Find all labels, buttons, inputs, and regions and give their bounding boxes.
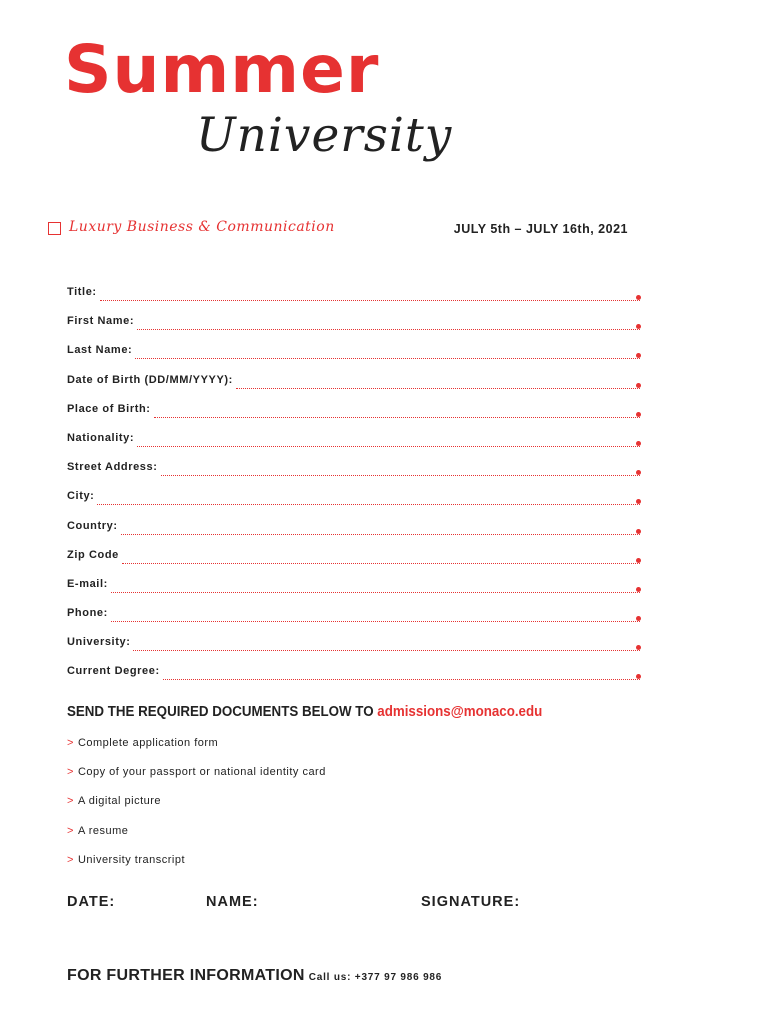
field-end-dot	[636, 499, 641, 504]
form-field-label: City:	[67, 490, 95, 503]
form-field-label: Title:	[67, 286, 97, 298]
list-marker: >	[67, 795, 74, 808]
field-end-dot	[636, 587, 641, 592]
program-name: Luxury Business & Communication	[69, 219, 335, 235]
required-document-text: A resume	[77, 824, 129, 837]
required-document-item	[67, 854, 326, 883]
form-field-row	[67, 338, 640, 367]
documents-heading-text: SEND THE REQUIRED DOCUMENTS BELOW TO	[67, 704, 374, 720]
form-field-input[interactable]	[121, 520, 640, 535]
list-marker: >	[67, 824, 74, 837]
form-field-row	[67, 368, 640, 397]
form-field-label: Nationality:	[67, 431, 135, 444]
form-field-row	[67, 309, 640, 338]
documents-heading	[67, 704, 542, 720]
required-document-item	[67, 825, 326, 854]
field-end-dot	[636, 674, 641, 679]
admissions-email-link[interactable]: admissions@monaco.edu	[377, 704, 543, 720]
date-label: DATE:	[67, 894, 116, 910]
form-field-input[interactable]	[133, 636, 640, 651]
form-field-label: Current Degree:	[67, 665, 160, 678]
form-field-input[interactable]	[163, 665, 640, 680]
form-field-label: E-mail:	[67, 577, 108, 590]
form-field-input[interactable]	[100, 286, 640, 301]
form-field-input[interactable]	[122, 549, 640, 564]
list-marker: >	[67, 766, 74, 779]
required-document-text: Copy of your passport or national identity card	[77, 766, 326, 779]
form-field-label: Street Address:	[67, 461, 158, 474]
list-marker: >	[67, 853, 74, 866]
brand-title-university: University	[196, 108, 453, 163]
form-field-label: First Name:	[67, 315, 135, 328]
field-end-dot	[636, 412, 641, 417]
field-end-dot	[636, 616, 641, 621]
form-field-input[interactable]	[161, 461, 640, 476]
form-field-input[interactable]	[154, 403, 640, 418]
field-end-dot	[636, 324, 641, 329]
form-field-row	[67, 630, 640, 659]
field-end-dot	[636, 441, 641, 446]
form-field-label: University:	[67, 636, 131, 649]
program-row	[48, 218, 628, 242]
required-document-text: Complete application form	[77, 737, 219, 749]
application-form	[67, 280, 640, 689]
program-dates: JULY 5th – JULY 16th, 2021	[453, 222, 628, 236]
field-end-dot	[636, 383, 641, 388]
field-end-dot	[636, 470, 641, 475]
footer-phone: Call us: +377 97 986 986	[308, 972, 443, 983]
form-field-row	[67, 280, 640, 309]
form-field-row	[67, 514, 640, 543]
form-field-label: Date of Birth (DD/MM/YYYY):	[67, 373, 233, 386]
form-field-label: Country:	[67, 519, 118, 532]
form-field-row	[67, 484, 640, 513]
form-field-label: Last Name:	[67, 344, 133, 357]
brand-title-summer: Summer	[64, 31, 380, 108]
form-field-input[interactable]	[236, 374, 640, 389]
field-end-dot	[636, 353, 641, 358]
form-field-input[interactable]	[137, 315, 640, 330]
field-end-dot	[636, 295, 641, 300]
required-document-item	[67, 795, 326, 824]
form-field-input[interactable]	[111, 607, 640, 622]
field-end-dot	[636, 645, 641, 650]
program-checkbox[interactable]	[48, 222, 61, 235]
required-document-text: University transcript	[77, 853, 186, 866]
signature-label: SIGNATURE:	[421, 894, 521, 910]
required-document-item	[67, 766, 326, 795]
name-label: NAME:	[206, 894, 259, 910]
form-field-label: Zip Code	[67, 548, 119, 561]
form-field-label: Phone:	[67, 607, 108, 620]
form-field-row	[67, 572, 640, 601]
required-document-text: A digital picture	[77, 795, 162, 808]
form-field-row	[67, 601, 640, 630]
form-field-row	[67, 397, 640, 426]
field-end-dot	[636, 558, 641, 563]
form-field-label: Place of Birth:	[67, 402, 151, 415]
form-field-input[interactable]	[135, 344, 640, 359]
form-field-row	[67, 543, 640, 572]
list-marker: >	[67, 737, 74, 749]
form-field-input[interactable]	[111, 578, 640, 593]
form-field-input[interactable]	[97, 490, 640, 505]
form-field-input[interactable]	[137, 432, 640, 447]
form-field-row	[67, 659, 640, 688]
required-documents-list	[67, 737, 326, 883]
form-field-row	[67, 426, 640, 455]
form-field-row	[67, 455, 640, 484]
footer	[67, 965, 442, 985]
required-document-item	[67, 737, 326, 766]
footer-title: FOR FURTHER INFORMATION	[67, 967, 305, 984]
field-end-dot	[636, 529, 641, 534]
